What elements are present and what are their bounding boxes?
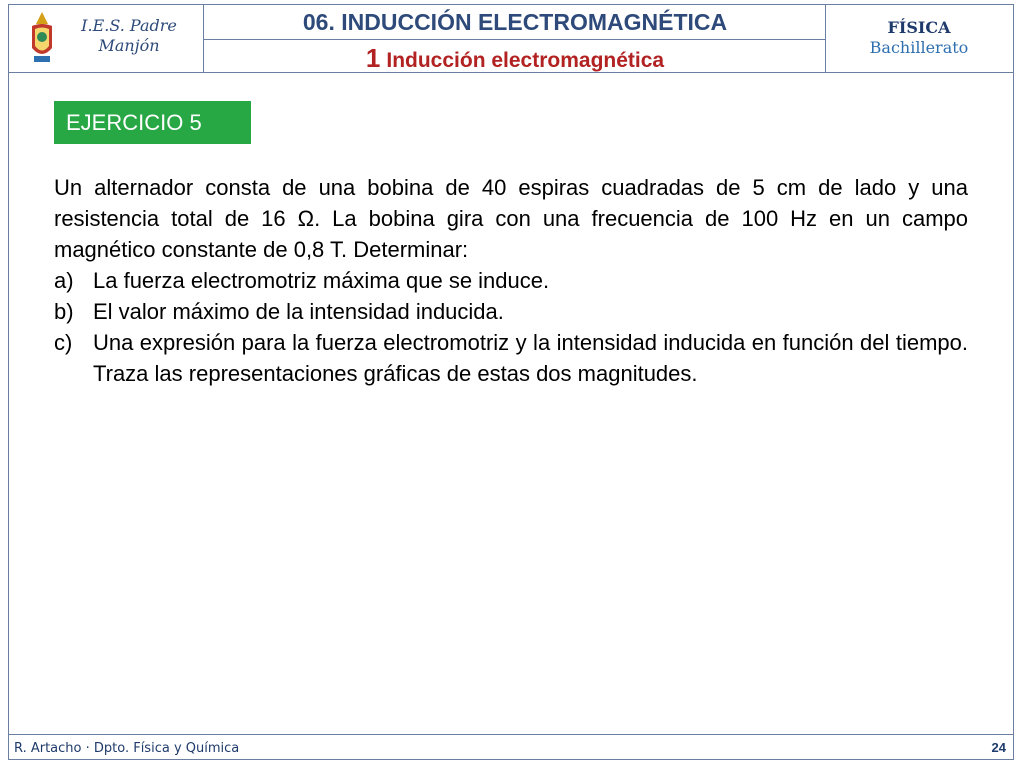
- item-text: La fuerza electromotriz máxima que se induce.: [93, 268, 550, 293]
- subject-box: [826, 4, 1012, 72]
- school-name: [64, 16, 194, 56]
- list-item: [54, 296, 968, 327]
- footer-author: R. Artacho · Dpto. Física y Química: [14, 741, 240, 756]
- school-logo-icon: [28, 10, 56, 66]
- exercise-label: EJERCICIO 5: [54, 101, 251, 144]
- item-text: El valor máximo de la intensidad inducida.: [93, 299, 504, 324]
- subject-level: Bachillerato: [869, 38, 969, 57]
- school-line-2: Manjón: [98, 36, 160, 55]
- item-text: Una expresión para la fuerza electromotriz y la intensidad inducida en función del tiempo. Traza las representaciones gráficas de estas dos magnitudes.: [93, 330, 968, 386]
- unit-title: 06. INDUCCIÓN ELECTROMAGNÉTICA: [204, 4, 826, 40]
- title-box: [204, 4, 826, 72]
- page-number: 24: [991, 740, 1006, 755]
- item-marker: b): [54, 299, 74, 324]
- item-marker: c): [54, 330, 73, 355]
- subject-label: [826, 18, 1012, 58]
- item-marker: a): [54, 268, 74, 293]
- exercise-body: [54, 172, 968, 389]
- section-title-text: Inducción electromagnética: [386, 49, 665, 72]
- exercise-items: [54, 265, 968, 389]
- list-item: [54, 327, 968, 389]
- list-item: [54, 265, 968, 296]
- school-box: [8, 4, 204, 72]
- exercise-statement: Un alternador consta de una bobina de 40 espiras cuadradas de 5 cm de lado y una resistencia total de 16 Ω. La bobina gira con una frecuencia de 100 Hz en un campo magnético constante de 0,8 T. Determinar:: [54, 175, 968, 262]
- header: [8, 4, 1014, 73]
- section-number: 1: [365, 43, 381, 73]
- subject-name: FÍSICA: [887, 18, 951, 37]
- section-title: [204, 40, 826, 72]
- school-line-1: I.E.S. Padre: [81, 16, 177, 35]
- footer-divider: [8, 734, 1014, 735]
